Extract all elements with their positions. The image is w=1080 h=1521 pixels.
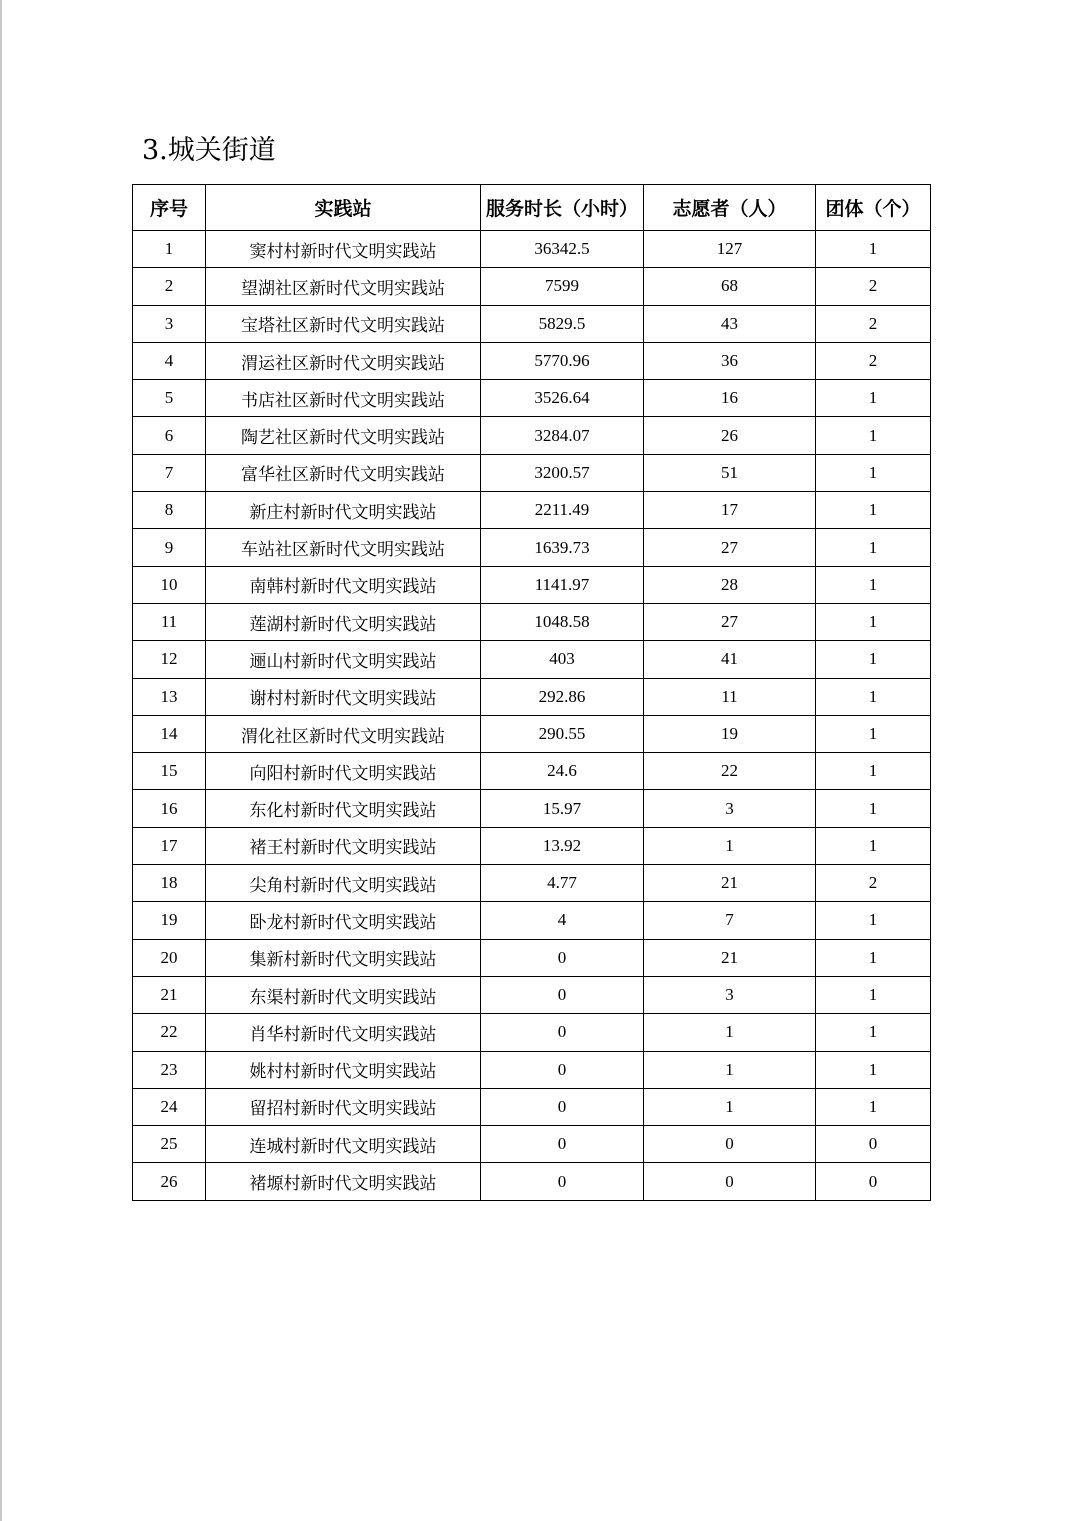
cell-station: 宝塔社区新时代文明实践站 (206, 305, 481, 342)
cell-groups: 1 (816, 1088, 931, 1125)
cell-groups: 2 (816, 865, 931, 902)
cell-station: 车站社区新时代文明实践站 (206, 529, 481, 566)
cell-groups: 1 (816, 1014, 931, 1051)
cell-service-hours: 36342.5 (481, 231, 644, 268)
cell-volunteers: 16 (644, 380, 816, 417)
cell-station: 渭运社区新时代文明实践站 (206, 342, 481, 379)
cell-index: 19 (133, 902, 206, 939)
cell-station: 尖角村新时代文明实践站 (206, 865, 481, 902)
cell-index: 21 (133, 976, 206, 1013)
cell-station: 卧龙村新时代文明实践站 (206, 902, 481, 939)
table-row (133, 865, 931, 902)
table-row (133, 380, 931, 417)
cell-service-hours: 0 (481, 1051, 644, 1088)
table-row (133, 1051, 931, 1088)
cell-groups: 1 (816, 827, 931, 864)
cell-service-hours: 7599 (481, 268, 644, 305)
cell-index: 7 (133, 454, 206, 491)
cell-index: 15 (133, 753, 206, 790)
cell-volunteers: 28 (644, 566, 816, 603)
cell-station: 褚塬村新时代文明实践站 (206, 1163, 481, 1200)
cell-groups: 0 (816, 1126, 931, 1163)
cell-station: 书店社区新时代文明实践站 (206, 380, 481, 417)
cell-groups: 1 (816, 715, 931, 752)
cell-index: 8 (133, 492, 206, 529)
cell-groups: 1 (816, 678, 931, 715)
cell-volunteers: 127 (644, 231, 816, 268)
table-row (133, 976, 931, 1013)
cell-volunteers: 1 (644, 1051, 816, 1088)
table-row (133, 827, 931, 864)
cell-index: 17 (133, 827, 206, 864)
table-row (133, 603, 931, 640)
cell-station: 谢村村新时代文明实践站 (206, 678, 481, 715)
cell-volunteers: 1 (644, 827, 816, 864)
cell-service-hours: 5829.5 (481, 305, 644, 342)
cell-index: 3 (133, 305, 206, 342)
table-row (133, 1014, 931, 1051)
header-index: 序号 (133, 185, 206, 231)
cell-volunteers: 36 (644, 342, 816, 379)
cell-groups: 1 (816, 976, 931, 1013)
table-row (133, 566, 931, 603)
cell-service-hours: 3200.57 (481, 454, 644, 491)
cell-volunteers: 22 (644, 753, 816, 790)
cell-station: 姚村村新时代文明实践站 (206, 1051, 481, 1088)
cell-volunteers: 19 (644, 715, 816, 752)
cell-volunteers: 51 (644, 454, 816, 491)
cell-index: 20 (133, 939, 206, 976)
table-row (133, 715, 931, 752)
cell-volunteers: 7 (644, 902, 816, 939)
header-groups: 团体（个） (816, 185, 931, 231)
cell-station: 莲湖村新时代文明实践站 (206, 603, 481, 640)
cell-groups: 1 (816, 231, 931, 268)
cell-station: 向阳村新时代文明实践站 (206, 753, 481, 790)
cell-index: 12 (133, 641, 206, 678)
table-row (133, 492, 931, 529)
cell-volunteers: 3 (644, 790, 816, 827)
cell-index: 2 (133, 268, 206, 305)
cell-volunteers: 68 (644, 268, 816, 305)
cell-station: 东渠村新时代文明实践站 (206, 976, 481, 1013)
table-row (133, 939, 931, 976)
table-row (133, 417, 931, 454)
header-volunteers: 志愿者（人） (644, 185, 816, 231)
cell-groups: 1 (816, 454, 931, 491)
cell-index: 10 (133, 566, 206, 603)
cell-service-hours: 15.97 (481, 790, 644, 827)
cell-groups: 1 (816, 641, 931, 678)
cell-groups: 2 (816, 305, 931, 342)
cell-volunteers: 1 (644, 1088, 816, 1125)
cell-index: 25 (133, 1126, 206, 1163)
cell-index: 14 (133, 715, 206, 752)
cell-station: 留招村新时代文明实践站 (206, 1088, 481, 1125)
cell-service-hours: 2211.49 (481, 492, 644, 529)
cell-service-hours: 290.55 (481, 715, 644, 752)
cell-index: 11 (133, 603, 206, 640)
header-station: 实践站 (206, 185, 481, 231)
cell-station: 褚王村新时代文明实践站 (206, 827, 481, 864)
cell-station: 东化村新时代文明实践站 (206, 790, 481, 827)
cell-volunteers: 41 (644, 641, 816, 678)
cell-service-hours: 3284.07 (481, 417, 644, 454)
cell-volunteers: 26 (644, 417, 816, 454)
cell-service-hours: 13.92 (481, 827, 644, 864)
cell-service-hours: 0 (481, 1163, 644, 1200)
cell-service-hours: 3526.64 (481, 380, 644, 417)
cell-groups: 1 (816, 492, 931, 529)
cell-volunteers: 27 (644, 603, 816, 640)
cell-station: 逦山村新时代文明实践站 (206, 641, 481, 678)
cell-service-hours: 5770.96 (481, 342, 644, 379)
cell-station: 渭化社区新时代文明实践站 (206, 715, 481, 752)
page-edge-divider (0, 0, 2, 1521)
table-header-row (133, 185, 931, 231)
cell-groups: 1 (816, 566, 931, 603)
cell-groups: 1 (816, 603, 931, 640)
cell-groups: 2 (816, 342, 931, 379)
cell-volunteers: 1 (644, 1014, 816, 1051)
cell-index: 6 (133, 417, 206, 454)
cell-station: 窦村村新时代文明实践站 (206, 231, 481, 268)
table-row (133, 678, 931, 715)
cell-index: 1 (133, 231, 206, 268)
cell-service-hours: 0 (481, 976, 644, 1013)
cell-station: 连城村新时代文明实践站 (206, 1126, 481, 1163)
cell-volunteers: 0 (644, 1163, 816, 1200)
cell-service-hours: 1639.73 (481, 529, 644, 566)
cell-station: 陶艺社区新时代文明实践站 (206, 417, 481, 454)
table-row (133, 231, 931, 268)
cell-service-hours: 0 (481, 1088, 644, 1125)
practice-station-table (132, 184, 931, 1201)
cell-index: 5 (133, 380, 206, 417)
cell-service-hours: 1141.97 (481, 566, 644, 603)
header-service-hours: 服务时长（小时） (481, 185, 644, 231)
table-row (133, 1163, 931, 1200)
cell-service-hours: 4 (481, 902, 644, 939)
cell-index: 26 (133, 1163, 206, 1200)
cell-station: 肖华村新时代文明实践站 (206, 1014, 481, 1051)
cell-station: 南韩村新时代文明实践站 (206, 566, 481, 603)
cell-volunteers: 11 (644, 678, 816, 715)
cell-service-hours: 0 (481, 1014, 644, 1051)
cell-index: 9 (133, 529, 206, 566)
cell-groups: 1 (816, 939, 931, 976)
table-row (133, 529, 931, 566)
cell-groups: 0 (816, 1163, 931, 1200)
cell-index: 23 (133, 1051, 206, 1088)
table-row (133, 1088, 931, 1125)
cell-groups: 1 (816, 902, 931, 939)
cell-index: 18 (133, 865, 206, 902)
table-row (133, 454, 931, 491)
cell-groups: 1 (816, 380, 931, 417)
cell-index: 4 (133, 342, 206, 379)
cell-groups: 1 (816, 1051, 931, 1088)
cell-station: 新庄村新时代文明实践站 (206, 492, 481, 529)
cell-index: 16 (133, 790, 206, 827)
cell-volunteers: 21 (644, 865, 816, 902)
cell-service-hours: 292.86 (481, 678, 644, 715)
table-row (133, 753, 931, 790)
cell-groups: 1 (816, 790, 931, 827)
table-row (133, 641, 931, 678)
cell-index: 22 (133, 1014, 206, 1051)
cell-volunteers: 3 (644, 976, 816, 1013)
cell-index: 24 (133, 1088, 206, 1125)
cell-service-hours: 1048.58 (481, 603, 644, 640)
cell-service-hours: 403 (481, 641, 644, 678)
cell-groups: 2 (816, 268, 931, 305)
cell-service-hours: 24.6 (481, 753, 644, 790)
cell-volunteers: 17 (644, 492, 816, 529)
table-body (133, 231, 931, 1201)
cell-volunteers: 27 (644, 529, 816, 566)
cell-index: 13 (133, 678, 206, 715)
cell-groups: 1 (816, 529, 931, 566)
cell-service-hours: 0 (481, 939, 644, 976)
table-row (133, 1126, 931, 1163)
cell-volunteers: 21 (644, 939, 816, 976)
cell-service-hours: 0 (481, 1126, 644, 1163)
table-row (133, 342, 931, 379)
cell-volunteers: 43 (644, 305, 816, 342)
cell-service-hours: 4.77 (481, 865, 644, 902)
table-row (133, 305, 931, 342)
table-row (133, 902, 931, 939)
cell-groups: 1 (816, 753, 931, 790)
cell-groups: 1 (816, 417, 931, 454)
cell-station: 望湖社区新时代文明实践站 (206, 268, 481, 305)
table-row (133, 268, 931, 305)
cell-station: 集新村新时代文明实践站 (206, 939, 481, 976)
section-title: 3.城关街道 (142, 135, 276, 166)
cell-station: 富华社区新时代文明实践站 (206, 454, 481, 491)
table-row (133, 790, 931, 827)
cell-volunteers: 0 (644, 1126, 816, 1163)
